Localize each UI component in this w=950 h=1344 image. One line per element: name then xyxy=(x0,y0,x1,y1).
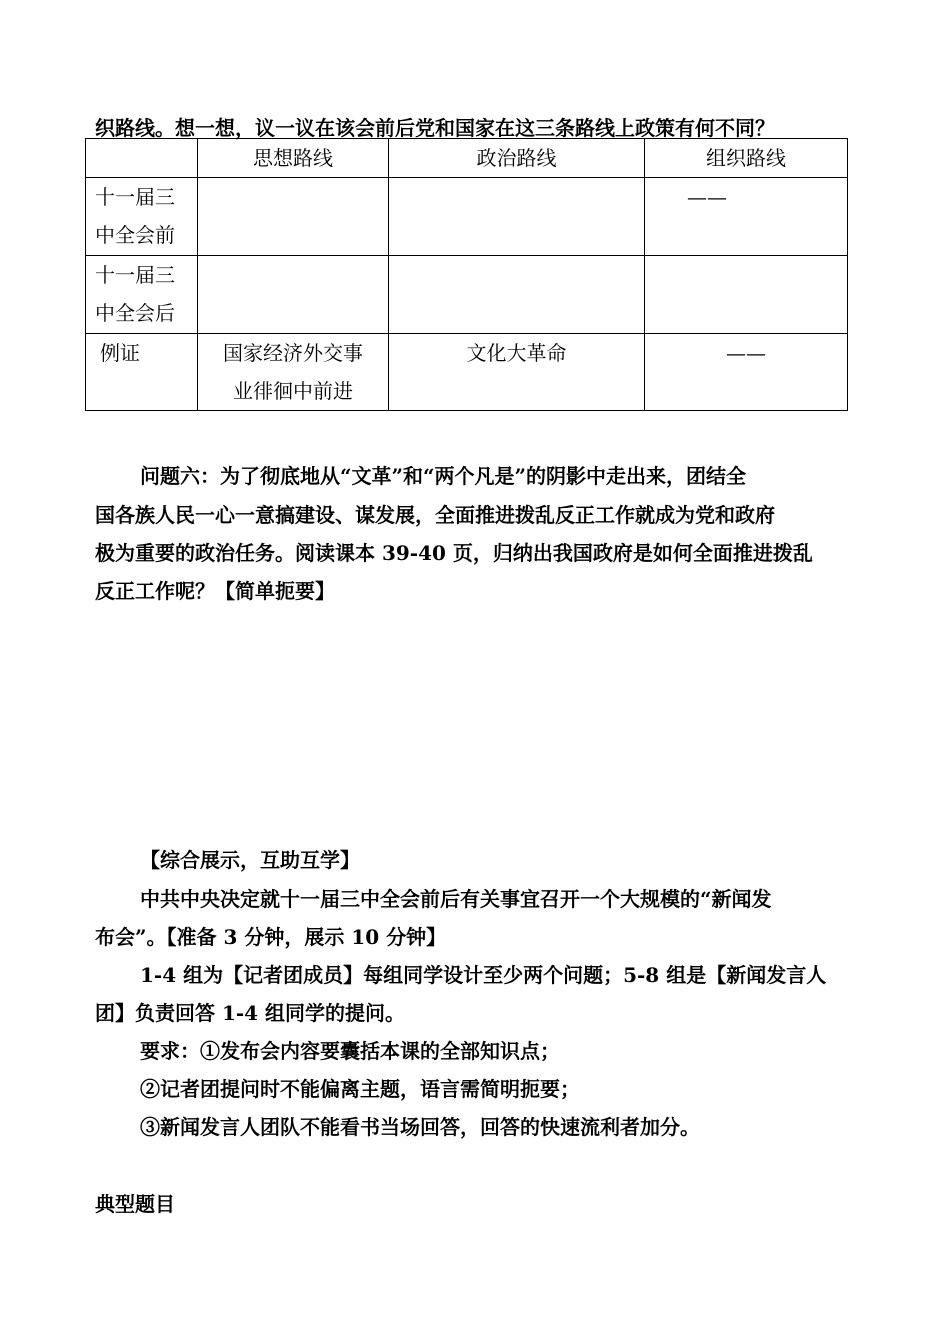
table-header-political: 政治路线 xyxy=(389,139,645,178)
row-label-before: 十一届三 中全会前 xyxy=(86,178,198,256)
cell-organization-before: —— xyxy=(645,178,848,256)
cell-organization-after xyxy=(645,256,848,334)
table-row xyxy=(86,334,848,411)
requirement-2: ②记者团提问时不能偏离主题，语言需简明扼要； xyxy=(140,1077,580,1101)
showcase-title: 【综合展示，互助互学】 xyxy=(140,848,360,872)
requirement-1: 要求：①发布会内容要囊括本课的全部知识点； xyxy=(140,1039,560,1063)
table-row xyxy=(86,178,848,256)
intro-line: 织路线。想一想，议一议在该会前后党和国家在这三条路线上政策有何不同？ xyxy=(95,116,775,140)
table-header-organization: 组织路线 xyxy=(645,139,848,178)
row-label-example: 例证 xyxy=(86,334,198,411)
row-label-after: 十一届三 中全会后 xyxy=(86,256,198,334)
showcase-p1-line1: 中共中央决定就十一届三中全会前后有关事宜召开一个大规模的“新闻发 xyxy=(140,887,772,911)
table-header-thought: 思想路线 xyxy=(198,139,389,178)
cell-thought-example: 国家经济外交事 业徘徊中前进 xyxy=(198,334,389,411)
question6-line2: 国各族人民一心一意搞建设、谋发展，全面推进拨乱反正工作就成为党和政府 xyxy=(95,503,775,527)
question6-line3: 极为重要的政治任务。阅读课本 39-40 页，归纳出我国政府是如何全面推进拨乱 xyxy=(95,541,813,565)
cell-political-before xyxy=(389,178,645,256)
typical-questions-heading: 典型题目 xyxy=(95,1192,175,1216)
question6-line1: 问题六：为了彻底地从“文革”和“两个凡是”的阴影中走出来，团结全 xyxy=(140,464,747,488)
cell-organization-example: —— xyxy=(645,334,848,411)
table-row xyxy=(86,256,848,334)
cell-political-example: 文化大革命 xyxy=(389,334,645,411)
cell-thought-before xyxy=(198,178,389,256)
question6-line4: 反正工作呢？【简单扼要】 xyxy=(95,579,335,603)
table-header-row xyxy=(86,139,848,178)
showcase-p1-line2: 布会”。【准备 3 分钟，展示 10 分钟】 xyxy=(95,925,447,949)
cell-political-after xyxy=(389,256,645,334)
table-header-empty xyxy=(86,139,198,178)
cell-thought-after xyxy=(198,256,389,334)
showcase-p2-line2: 团】负责回答 1-4 组同学的提问。 xyxy=(95,1001,406,1025)
showcase-p2-line1: 1-4 组为【记者团成员】每组同学设计至少两个问题；5-8 组是【新闻发言人 xyxy=(140,963,827,987)
requirement-3: ③新闻发言人团队不能看书当场回答，回答的快速流利者加分。 xyxy=(140,1115,700,1139)
routes-table xyxy=(85,138,848,411)
